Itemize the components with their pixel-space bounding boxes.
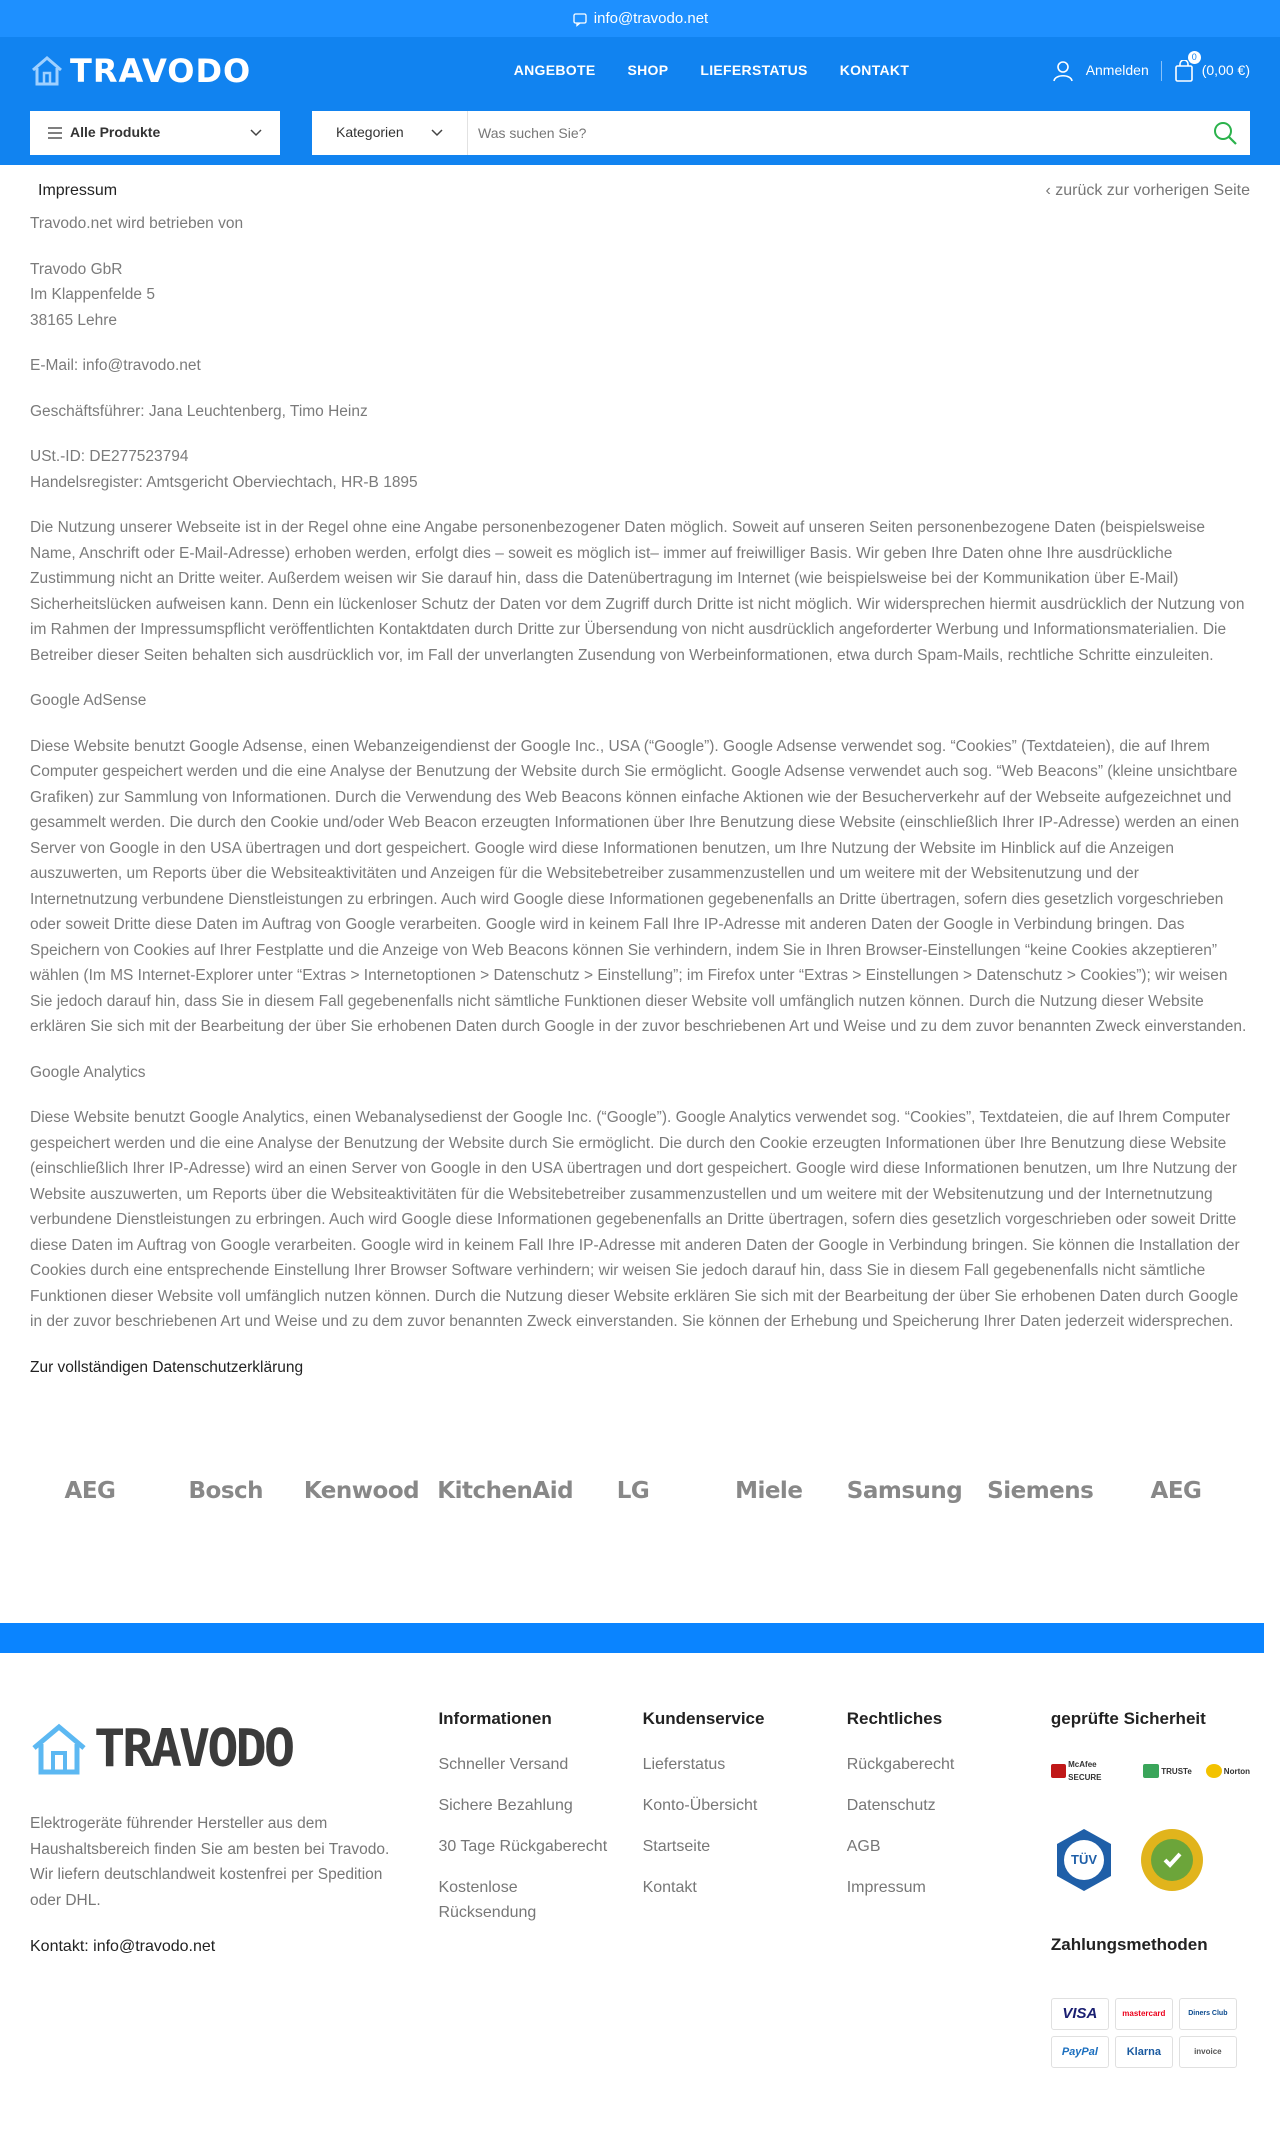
registration-info (30, 444, 1250, 495)
diners-logo: Diners Club (1179, 1998, 1237, 2030)
footer (0, 1653, 1280, 2113)
company-name: Travodo GbR (30, 260, 123, 278)
company-street: Im Klappenfelde 5 (30, 286, 155, 303)
company-city: 38165 Lehre (30, 311, 118, 329)
privacy-paragraph: Die Nutzung unserer Webseite ist in der Regel ohne eine Angabe personenbezogener Daten möglich. Soweit auf unseren Seiten personenbezogene Daten (beispielsweise Name, Anschrift oder E-Mail-Adresse) erhoben werden, erfolgt dies – soweit es möglich ist– immer auf freiwilliger Basis. Wir geben Ihre Daten ohne Ihre ausdrückliche Zustimmung nicht an Dritte weiter. Außerdem weisen wir Sie darauf hin, dass die Datenübertragung im Internet (wie beispielsweise bei der Kommunikation über E-Mail) Sicherheitslücken aufweisen kann. Denn ein lückenloser Schutz der Daten vor dem Zugriff durch Dritte ist nicht möglich. Wir widersprechen hiermit ausdrücklich der Nutzung von im Rahmen der Impressumspflicht veröffentlichten Kontaktdaten durch Dritte zur Übersendung von nicht ausdrücklich angeforderter Werbung und Informationsmaterialien. Die Betreiber dieser Seiten behalten sich ausdrücklich vor, im Fall der unverlangten Zusendung von Werbeinformationen, etwa durch Spam-Mails, rechtliche Schritte einzuleiten. (30, 519, 1245, 664)
footer-link[interactable]: Lieferstatus (642, 1755, 726, 1773)
brand-logo[interactable]: Miele (735, 1477, 803, 1504)
footer-description: Elektrogeräte führender Hersteller aus dem Haushaltsbereich finden Sie am besten bei Travodo. Wir liefern deutschlandweit kostenfrei per Spedition oder DHL. (30, 1815, 390, 1909)
house-icon (30, 1722, 88, 1776)
breadcrumb: Impressum (38, 182, 118, 200)
footer-col-kundenservice (643, 1705, 847, 2113)
brand-logo[interactable]: Samsung (846, 1477, 963, 1504)
footer-col-rechtliches (847, 1705, 1051, 2113)
check-icon (1206, 1764, 1222, 1778)
search-button[interactable] (1200, 111, 1250, 155)
brand-logo[interactable]: Bosch (188, 1477, 264, 1504)
mastercard-logo: mastercard (1115, 1998, 1173, 2030)
privacy-link[interactable]: Zur vollständigen Datenschutzerklärung (30, 1358, 304, 1376)
cart-button[interactable] (1174, 52, 1250, 83)
menu-icon (48, 127, 62, 139)
managers-line: Geschäftsführer: Jana Leuchtenberg, Timo Heinz (30, 402, 368, 420)
tuv-seal-icon (1051, 1827, 1117, 1893)
klarna-logo: Klarna (1115, 2036, 1173, 2068)
shield-icon (1051, 1764, 1066, 1778)
brand-logo[interactable]: KitchenAid (437, 1477, 574, 1504)
footer-link[interactable]: 30 Tage Rückgaberecht (438, 1837, 608, 1855)
brand-logo[interactable]: Siemens (987, 1477, 1094, 1504)
brand-logo[interactable]: AEG (1150, 1477, 1202, 1504)
footer-about (30, 1705, 438, 2113)
svg-text:TÜV: TÜV (1070, 1852, 1097, 1868)
divider (1161, 61, 1162, 81)
main-content (0, 165, 1280, 1380)
footer-link[interactable]: Schneller Versand (438, 1755, 569, 1773)
user-icon[interactable] (1052, 60, 1074, 82)
footer-link[interactable]: Kostenlose Rücksendung (438, 1878, 537, 1921)
search-icon (1212, 120, 1238, 146)
nav-lieferstatus[interactable]: LIEFERSTATUS (700, 62, 808, 79)
intro-text: Travodo.net wird betrieben von (30, 215, 244, 232)
logo-text: TRAVODO (70, 51, 252, 90)
header-actions (1052, 52, 1250, 83)
mail-icon (572, 11, 588, 27)
nav-kontakt[interactable]: KONTAKT (839, 62, 910, 79)
check-icon (1143, 1764, 1159, 1778)
analytics-paragraph: Diese Website benutzt Google Analytics, einen Webanalysedienst der Google Inc. (“Google”). Google Analytics verwendet sog. “Cookies”, Textdateien, die auf Ihrem Computer gespeichert werden und die eine Analyse der Benutzung der Website durch Sie ermöglicht. Die durch den Cookie erzeugten Informationen über Ihre Benutzung diese Website (einschließlich Ihrer IP-Adresse) wird an einen Server von Google in den USA übertragen und dort gespeichert. Google wird diese Informationen benutzen, um Ihre Nutzung der Website auszuwerten, um Reports über die Websiteaktivitäten für die Websitebetreiber zusammenzustellen und um weitere mit der Websitenutzung und der Internetnutzung verbundene Dienstleistungen zu erbringen. Auch wird Google diese Informationen gegebenenfalls an Dritte übertragen, sofern dies gesetzlich vorgeschrieben oder soweit Dritte diese Daten im Auftrag von Google verarbeiten. Google wird in keinem Fall Ihre IP-Adresse mit anderen Daten der Google in Verbindung bringen. Sie können die Installation der Cookies durch eine entsprechende Einstellung Ihrer Browser Software verhindern; wir weisen Sie jedoch darauf hin, dass Sie in diesem Fall gegebenenfalls nicht sämtliche Funktionen dieser Website voll umfänglich nutzen können. Durch die Nutzung dieser Website erklären Sie sich mit der Bearbeitung der über Sie erhobenen Daten durch Google in der zuvor beschriebenen Art und Weise und zu dem zuvor benannten Zweck einverstanden. Sie können der Erhebung und Speicherung Ihrer Daten jederzeit widersprechen. (30, 1109, 1240, 1330)
security-seals (1051, 1758, 1250, 1785)
search-box (312, 111, 1250, 155)
visa-logo: VISA (1051, 1998, 1109, 2030)
footer-link[interactable]: AGB (846, 1837, 881, 1855)
seal-label: Norton (1223, 1766, 1251, 1776)
trade-register: Handelsregister: Amtsgericht Oberviechtach, HR-B 1895 (30, 473, 418, 491)
brand-carousel (0, 1380, 1280, 1533)
ekomi-seal-icon (1139, 1827, 1205, 1893)
footer-security (1051, 1705, 1250, 2113)
footer-link[interactable]: Rückgaberecht (846, 1755, 955, 1773)
footer-link[interactable]: Datenschutz (846, 1796, 936, 1814)
footer-logo-text: TRAVODO (94, 1719, 293, 1779)
chevron-down-icon (250, 129, 262, 137)
back-link-label: zurück zur vorherigen Seite (1055, 182, 1250, 200)
topbar-email[interactable]: info@travodo.net (593, 9, 709, 27)
brand-logo[interactable]: AEG (64, 1477, 116, 1504)
footer-link[interactable]: Kontakt (642, 1878, 697, 1896)
payment-title: Zahlungsmethoden (1050, 1935, 1208, 1955)
footer-logo[interactable] (30, 1705, 398, 1793)
seal-label: McAfee SECURE (1068, 1759, 1102, 1783)
breadcrumb-row (30, 165, 1250, 205)
all-products-label: Alle Produkte (70, 124, 161, 141)
chevron-down-icon (431, 129, 443, 137)
security-title: geprüfte Sicherheit (1050, 1709, 1206, 1728)
footer-divider-bar (0, 1623, 1264, 1653)
cart-total: (0,00 €) (1201, 62, 1250, 79)
brand-logo[interactable]: Kenwood (303, 1477, 420, 1504)
footer-col-title: Informationen (438, 1709, 552, 1728)
search-input[interactable] (468, 111, 1200, 155)
footer-link[interactable]: Konto-Übersicht (642, 1796, 758, 1814)
house-icon (30, 55, 64, 87)
main-nav (394, 59, 909, 83)
header (0, 37, 1280, 105)
logo[interactable] (30, 44, 251, 98)
adsense-heading: Google AdSense (30, 692, 147, 709)
brand-logo[interactable]: LG (616, 1477, 650, 1504)
analytics-heading: Google Analytics (30, 1063, 146, 1081)
cart-count-badge: 0 (1188, 51, 1201, 64)
invoice-logo: invoice (1179, 2036, 1237, 2068)
category-select[interactable] (312, 111, 468, 155)
footer-col-informationen (438, 1705, 642, 2113)
payment-methods (1051, 1998, 1250, 2068)
footer-link[interactable]: Impressum (846, 1878, 926, 1896)
search-bar (0, 105, 1280, 165)
company-address (30, 257, 1250, 334)
adsense-paragraph: Diese Website benutzt Google Adsense, einen Webanzeigendienst der Google Inc., USA (“Google”). Google Adsense verwendet sog. “Cookies” (Textdateien), die auf Ihrem Computer gespeichert werden und die eine Analyse der Benutzung der Website durch Sie ermöglicht. Google Adsense verwendet auch sog. “Web Beacons” (kleine unsichtbare Grafiken) zur Sammlung von Informationen. Durch die Verwendung des Web Beacons können einfache Aktionen wie der Besucherverkehr auf der Webseite aufgezeichnet und gesammelt werden. Die durch den Cookie und/oder Web Beacon erzeugten Informationen über Ihre Benutzung diese Website (einschließlich Ihrer IP-Adresse) werden an einen Server von Google in den USA übertragen und dort gespeichert. Google wird diese Informationen benutzen, um Ihre Nutzung der Website im Hinblick auf die Anzeigen auszuwerten, um Reports über die Websiteaktivitäten und Anzeigen für die Websitebetreiber zusammenzustellen und um weitere mit der Websitenutzung und der Internetnutzung verbundene Dienstleistungen zu erbringen. Auch wird Google diese Informationen gegebenenfalls an Dritte übertragen, sofern dies gesetzlich vorgeschrieben oder soweit Dritte diese Daten im Auftrag von Google verarbeiten. Google wird in keinem Fall Ihre IP-Adresse mit anderen Daten der Google in Verbindung bringen. Das Speichern von Cookies auf Ihrer Festplatte und die Anzeige von Web Beacons können Sie verhindern, indem Sie in Ihren Browser-Einstellungen “keine Cookies akzeptieren” wählen (Im MS Internet-Explorer unter “Extras > Internetoptionen > Datenschutz > Einstellung”; im Firefox unter “Extras > Einstellungen > Datenschutz > Cookies”); wir weisen Sie jedoch darauf hin, dass Sie in diesem Fall gegebenenfalls nicht sämtliche Funktionen dieser Website voll umfänglich nutzen können. Durch die Nutzung dieser Website erklären Sie sich mit der Bearbeitung der über Sie erhobenen Daten durch Google in der zuvor beschriebenen Art und Weise und zu dem zuvor benannten Zweck einverstanden. (30, 737, 1247, 1035)
vat-id: USt.-ID: DE277523794 (30, 448, 189, 465)
nav-angebote[interactable]: ANGEBOTE (513, 62, 596, 79)
mcafee-badge (1051, 1758, 1129, 1785)
topbar (0, 0, 1280, 37)
truste-badge (1143, 1764, 1192, 1778)
login-link[interactable]: Anmelden (1085, 62, 1149, 79)
footer-contact[interactable]: Kontakt: info@travodo.net (30, 1938, 216, 1956)
paypal-logo: PayPal (1051, 2036, 1109, 2068)
footer-col-title: Kundenservice (642, 1709, 765, 1728)
nav-shop[interactable]: SHOP (627, 62, 669, 79)
norton-badge (1206, 1764, 1250, 1778)
category-label: Kategorien (336, 124, 404, 141)
footer-link[interactable]: Sichere Bezahlung (438, 1796, 573, 1814)
seal-label: TRUSTe (1161, 1766, 1192, 1776)
footer-link[interactable]: Startseite (642, 1837, 711, 1855)
footer-col-title: Rechtliches (846, 1709, 943, 1728)
all-products-dropdown[interactable] (30, 111, 280, 155)
certification-badges (1051, 1827, 1250, 1893)
email-line: E-Mail: info@travodo.net (30, 357, 201, 374)
back-link[interactable]: ‹ zurück zur vorherigen Seite (1045, 182, 1250, 200)
